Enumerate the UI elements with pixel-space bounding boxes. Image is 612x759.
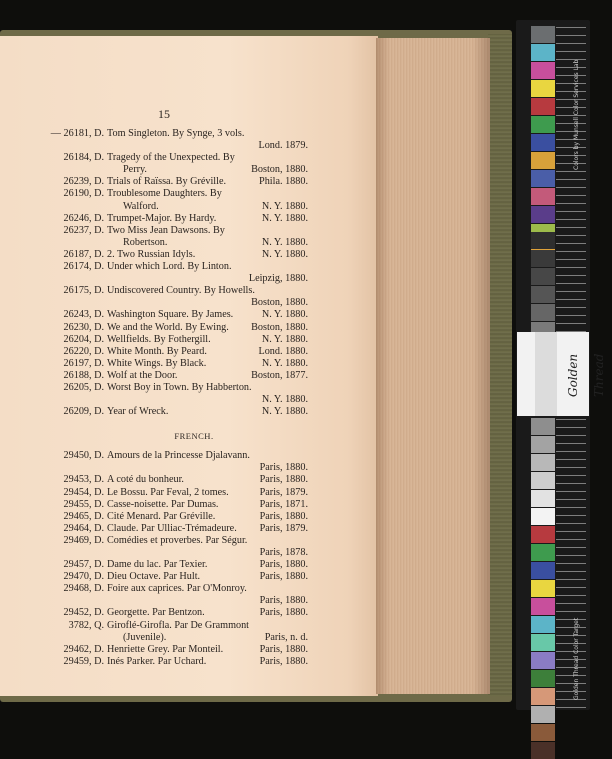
catalog-entry-line bbox=[40, 462, 308, 474]
page-fore-edge bbox=[376, 38, 490, 694]
title-author: Tom Singleton. By Synge, 3 vols. bbox=[107, 128, 245, 139]
color-patch bbox=[531, 454, 555, 471]
catalog-entry-line bbox=[40, 511, 308, 523]
title-author: Henriette Grey. Par Monteil. bbox=[107, 643, 224, 655]
color-patch bbox=[531, 26, 555, 43]
call-number: 26184, D. bbox=[63, 152, 104, 164]
color-patch bbox=[531, 634, 555, 651]
title-author: Foire aux caprices. Par O'Monroy. bbox=[107, 583, 247, 595]
call-number: 26220, D. bbox=[63, 345, 104, 357]
title-author: Worst Boy in Town. By Habberton. bbox=[107, 381, 252, 393]
catalog-entry bbox=[40, 249, 308, 261]
title-author: 2. Two Russian Idyls. bbox=[107, 248, 196, 260]
catalog-entry-line bbox=[40, 644, 308, 656]
publication-place-year: Paris, 1880. bbox=[259, 643, 308, 655]
catalog-entry-line bbox=[40, 474, 308, 486]
publication-place-year: Paris, 1871. bbox=[259, 498, 308, 510]
catalog-entry bbox=[40, 213, 308, 225]
title-author: A coté du bonheur. bbox=[107, 474, 184, 486]
catalog-entry bbox=[40, 523, 308, 535]
color-patch bbox=[531, 688, 555, 705]
call-number: 29459, D. bbox=[63, 655, 104, 667]
color-patch bbox=[531, 580, 555, 597]
catalog-entry bbox=[40, 309, 308, 321]
publication-place-year: Boston, 1877. bbox=[251, 369, 308, 381]
color-patch bbox=[531, 652, 555, 669]
color-patch bbox=[531, 80, 555, 97]
catalog-entry-line bbox=[40, 487, 308, 499]
catalog-entry-line bbox=[40, 450, 308, 462]
catalog-entry bbox=[40, 406, 308, 418]
catalog-entry bbox=[40, 607, 308, 619]
publication-place-year: N. Y. 1880. bbox=[261, 406, 308, 418]
catalog-entry-line bbox=[40, 583, 308, 595]
color-patch bbox=[531, 742, 555, 759]
title-continuation: Walford. bbox=[123, 200, 159, 212]
call-number: 29453, D. bbox=[63, 474, 104, 486]
catalog-entry-line bbox=[40, 535, 308, 547]
color-patch bbox=[531, 670, 555, 687]
catalog-entry-line bbox=[40, 322, 308, 334]
catalog-entry bbox=[40, 334, 308, 346]
catalog-list-english bbox=[40, 128, 308, 418]
title-author: Undiscovered Country. By Howells. bbox=[107, 285, 255, 297]
catalog-entry-line bbox=[40, 632, 308, 644]
catalog-entry-line bbox=[40, 297, 308, 309]
color-patch bbox=[531, 598, 555, 615]
catalog-entry-line bbox=[40, 607, 308, 619]
call-number: 29464, D. bbox=[63, 522, 104, 534]
catalog-entry bbox=[40, 322, 308, 334]
catalog-entry-line bbox=[40, 152, 308, 164]
title-author: Dieu Octave. Par Hult. bbox=[107, 571, 201, 583]
publication-place-year: N. Y. 1880. bbox=[261, 212, 308, 224]
catalog-entry-line bbox=[40, 499, 308, 511]
publication-place-year: N. Y. 1880. bbox=[261, 333, 308, 345]
title-continuation: Robertson. bbox=[123, 236, 168, 248]
color-patch bbox=[531, 62, 555, 79]
book-cover-edge bbox=[488, 34, 512, 696]
call-number: 29470, D. bbox=[63, 571, 104, 583]
catalog-entry-line bbox=[40, 213, 308, 225]
color-patch bbox=[531, 134, 555, 151]
catalog-entry bbox=[40, 225, 308, 249]
catalog-entry bbox=[40, 656, 308, 668]
catalog-entry-line bbox=[40, 128, 308, 140]
color-patch bbox=[531, 170, 555, 187]
color-patch bbox=[531, 472, 555, 489]
catalog-entry bbox=[40, 128, 308, 152]
call-number: 26246, D. bbox=[63, 212, 104, 224]
catalog-entry-line bbox=[40, 140, 308, 152]
catalog-entry bbox=[40, 358, 308, 370]
catalog-entry bbox=[40, 450, 308, 474]
color-patch bbox=[531, 616, 555, 633]
color-patch bbox=[531, 286, 555, 303]
catalog-entry bbox=[40, 487, 308, 499]
catalog-entry-line bbox=[40, 334, 308, 346]
call-number: 29468, D. bbox=[63, 583, 104, 595]
publication-place-year: Leipzig, 1880. bbox=[248, 273, 308, 285]
title-author: Wellfields. By Fothergill. bbox=[107, 333, 211, 345]
call-number: 29454, D. bbox=[63, 486, 104, 498]
publication-place-year: N. Y. 1880. bbox=[261, 236, 308, 248]
publication-place-year: Paris, 1879. bbox=[259, 522, 308, 534]
title-author: Comédies et proverbes. Par Ségur. bbox=[107, 534, 248, 546]
color-patch bbox=[531, 44, 555, 61]
color-patch bbox=[531, 508, 555, 525]
color-patch bbox=[531, 152, 555, 169]
catalog-entry bbox=[40, 620, 308, 644]
catalog-entry bbox=[40, 583, 308, 607]
title-author: Casse-noisette. Par Dumas. bbox=[107, 498, 219, 510]
title-continuation: (Juvenile). bbox=[123, 631, 167, 643]
catalog-entry-line bbox=[40, 346, 308, 358]
catalog-entry bbox=[40, 571, 308, 583]
call-number: 29452, D. bbox=[63, 607, 104, 619]
catalog-entry bbox=[40, 499, 308, 511]
call-number: 29450, D. bbox=[63, 450, 104, 462]
publication-place-year: Boston, 1880. bbox=[251, 321, 308, 333]
call-number: 26190, D. bbox=[63, 188, 104, 200]
title-continuation: Perry. bbox=[123, 164, 147, 176]
catalog-entry bbox=[40, 370, 308, 382]
catalog-entry bbox=[40, 474, 308, 486]
target-side-label-bottom: Golden Thread Color Target bbox=[573, 617, 580, 700]
catalog-entry-line bbox=[40, 261, 308, 273]
title-author: Giroflé-Girofla. Par De Grammont bbox=[107, 619, 250, 631]
catalog-entry-line bbox=[40, 188, 308, 200]
call-number: 26209, D. bbox=[63, 406, 104, 418]
catalog-entry bbox=[40, 644, 308, 656]
catalog-entry-line bbox=[40, 559, 308, 571]
publication-place-year: Boston, 1880. bbox=[251, 164, 308, 176]
title-author: Claude. Par Ulliac-Trémadeure. bbox=[107, 522, 237, 534]
color-patch bbox=[531, 98, 555, 115]
title-author: Under which Lord. By Linton. bbox=[107, 261, 232, 273]
title-author: Washington Square. By James. bbox=[107, 309, 234, 321]
color-patch bbox=[531, 706, 555, 723]
call-number: 29469, D. bbox=[63, 534, 104, 546]
catalog-entry-line bbox=[40, 547, 308, 559]
catalog-entry bbox=[40, 559, 308, 571]
title-author: White Wings. By Black. bbox=[107, 357, 207, 369]
color-patch bbox=[531, 724, 555, 741]
catalog-entry-line bbox=[40, 406, 308, 418]
catalog-list-french bbox=[40, 450, 308, 668]
title-author: Le Bossu. Par Feval, 2 tomes. bbox=[107, 486, 229, 498]
catalog-entry-line bbox=[40, 285, 308, 297]
publication-place-year: Paris, 1880. bbox=[259, 595, 308, 607]
title-author: Dame du lac. Par Texier. bbox=[107, 559, 208, 571]
call-number: 26243, D. bbox=[63, 309, 104, 321]
catalog-entry-line bbox=[40, 164, 308, 176]
call-number: 26204, D. bbox=[63, 333, 104, 345]
catalog-entry bbox=[40, 382, 308, 406]
catalog-entry-line bbox=[40, 273, 308, 285]
catalog-entry bbox=[40, 535, 308, 559]
color-patch bbox=[531, 232, 555, 249]
publication-place-year: Paris, 1880. bbox=[259, 571, 308, 583]
catalog-entry-line bbox=[40, 523, 308, 535]
title-author: Two Miss Jean Dawsons. By bbox=[107, 224, 225, 236]
publication-place-year: Phila. 1880. bbox=[259, 176, 308, 188]
catalog-entry-line bbox=[40, 571, 308, 583]
catalog-entry-line bbox=[40, 225, 308, 237]
publication-place-year: Paris, 1880. bbox=[259, 474, 308, 486]
title-author: Year of Wreck. bbox=[107, 406, 169, 418]
call-number: 29457, D. bbox=[63, 559, 104, 571]
publication-place-year: Paris, 1880. bbox=[259, 655, 308, 667]
title-author: Wolf at the Door. bbox=[107, 369, 178, 381]
call-number: 29455, D. bbox=[63, 498, 104, 510]
catalog-entry bbox=[40, 176, 308, 188]
color-patch bbox=[531, 206, 555, 223]
call-number: 26174, D. bbox=[63, 261, 104, 273]
catalog-entry-line bbox=[40, 358, 308, 370]
publication-place-year: Paris, 1880. bbox=[259, 559, 308, 571]
catalog-entry-line bbox=[40, 237, 308, 249]
catalog-entry-line bbox=[40, 176, 308, 188]
publication-place-year: Paris, n. d. bbox=[264, 631, 308, 643]
catalog-entry bbox=[40, 188, 308, 212]
publication-place-year: N. Y. 1880. bbox=[261, 200, 308, 212]
color-patch bbox=[531, 268, 555, 285]
catalog-entry-line bbox=[40, 595, 308, 607]
target-side-label-top: Colors by Munsell Color Services Lab bbox=[573, 59, 580, 170]
catalog-entry bbox=[40, 285, 308, 309]
call-number: 26239, D. bbox=[63, 176, 104, 188]
title-author: Georgette. Par Bentzon. bbox=[107, 607, 205, 619]
title-author: Tragedy of the Unexpected. By bbox=[107, 152, 235, 164]
catalog-entry-line bbox=[40, 370, 308, 382]
catalog-entry-line bbox=[40, 620, 308, 632]
color-patch bbox=[531, 116, 555, 133]
catalog-entry-line bbox=[40, 656, 308, 668]
call-number: — 26181, D. bbox=[50, 128, 104, 139]
publication-place-year: Paris, 1880. bbox=[259, 462, 308, 474]
title-author: Amours de la Princesse Djalavann. bbox=[107, 450, 250, 462]
publication-place-year: Boston, 1880. bbox=[251, 297, 308, 309]
publication-place-year: N. Y. 1880. bbox=[261, 394, 308, 406]
color-patch bbox=[531, 526, 555, 543]
title-author: White Month. By Peard. bbox=[107, 345, 207, 357]
publication-place-year: Paris, 1878. bbox=[259, 547, 308, 558]
call-number: 26175, D. bbox=[63, 285, 104, 297]
publication-place-year: Paris, 1880. bbox=[259, 510, 308, 522]
title-author: Inés Parker. Par Uchard. bbox=[107, 655, 207, 667]
call-number: 26237, D. bbox=[63, 224, 104, 236]
color-patch bbox=[531, 418, 555, 435]
catalog-entry bbox=[40, 152, 308, 176]
catalog-entry-line bbox=[40, 249, 308, 261]
catalog-listing bbox=[40, 128, 308, 668]
color-patch bbox=[531, 436, 555, 453]
color-patch bbox=[531, 544, 555, 561]
page-number: 15 bbox=[158, 107, 170, 121]
call-number: 29462, D. bbox=[63, 643, 104, 655]
section-heading-french: FRENCH. bbox=[174, 431, 214, 442]
call-number: 26205, D. bbox=[63, 381, 104, 393]
publication-place-year: Paris, 1880. bbox=[259, 607, 308, 619]
call-number: 26187, D. bbox=[63, 248, 104, 260]
color-patch bbox=[531, 250, 555, 267]
call-number: 29465, D. bbox=[63, 510, 104, 522]
publication-place-year: Paris, 1879. bbox=[259, 486, 308, 498]
catalog-entry-line bbox=[40, 394, 308, 406]
catalog-entry-line bbox=[40, 309, 308, 321]
title-author: Troublesome Daughters. By bbox=[107, 188, 222, 200]
title-author: Trials of Raïssa. By Gréville. bbox=[107, 176, 227, 188]
catalog-entry bbox=[40, 511, 308, 523]
color-patch bbox=[531, 562, 555, 579]
color-patch bbox=[531, 188, 555, 205]
catalog-entry bbox=[40, 261, 308, 285]
color-patch bbox=[531, 490, 555, 507]
call-number: 26188, D. bbox=[63, 369, 104, 381]
title-author: We and the World. By Ewing. bbox=[107, 321, 229, 333]
target-brand-text: Golden Thread bbox=[566, 353, 606, 397]
catalog-entry-line bbox=[40, 201, 308, 213]
publication-place-year: N. Y. 1880. bbox=[261, 248, 308, 260]
publication-place-year: N. Y. 1880. bbox=[261, 357, 308, 369]
catalog-entry bbox=[40, 346, 308, 358]
publication-place-year: Lond. 1879. bbox=[258, 140, 308, 152]
title-author: Cité Menard. Par Gréville. bbox=[107, 510, 216, 522]
color-patch bbox=[531, 304, 555, 321]
publication-place-year: Lond. 1880. bbox=[258, 345, 308, 357]
title-author: Trumpet-Major. By Hardy. bbox=[107, 212, 217, 224]
catalog-entry-line bbox=[40, 382, 308, 394]
publication-place-year: N. Y. 1880. bbox=[261, 309, 308, 321]
call-number: 26230, D. bbox=[63, 321, 104, 333]
call-number: 3782, Q. bbox=[68, 619, 104, 631]
target-label-patch bbox=[535, 332, 557, 416]
call-number: 26197, D. bbox=[63, 357, 104, 369]
